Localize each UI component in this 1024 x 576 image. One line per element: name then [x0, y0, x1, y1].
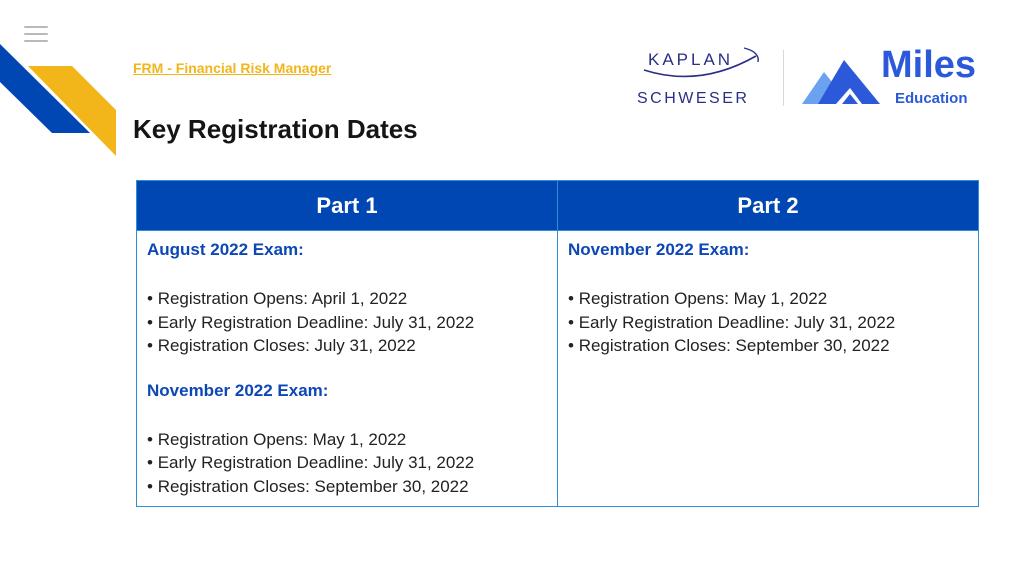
exam-heading: November 2022 Exam:: [568, 240, 750, 259]
list-item: • Registration Opens: April 1, 2022: [147, 287, 547, 311]
page-title: Key Registration Dates: [133, 114, 418, 144]
list-item: • Registration Closes: July 31, 2022: [147, 334, 547, 358]
list-item: • Registration Opens: May 1, 2022: [147, 428, 547, 452]
logo-divider: [783, 50, 784, 106]
mountain-icon: [800, 52, 884, 108]
date-list: [147, 428, 547, 499]
part1-cell: [137, 231, 558, 507]
corner-decoration: [0, 0, 120, 160]
kaplan-schweser-logo: [628, 46, 768, 110]
frm-subtitle-link[interactable]: FRM - Financial Risk Manager: [133, 60, 332, 76]
schweser-wordmark: SCHWESER: [637, 90, 750, 107]
date-list: [147, 287, 547, 358]
registration-dates-table: [136, 180, 979, 507]
exam-heading: November 2022 Exam:: [147, 380, 329, 400]
list-item: • Early Registration Deadline: July 31, 2022: [147, 311, 547, 335]
part2-cell: [558, 231, 979, 507]
list-item: • Early Registration Deadline: July 31, 2022: [147, 451, 547, 475]
list-item: • Early Registration Deadline: July 31, 2022: [568, 311, 968, 335]
miles-education-logo: [800, 46, 986, 110]
miles-wordmark: Miles: [881, 44, 977, 86]
list-item: • Registration Closes: September 30, 2022: [568, 334, 968, 358]
kaplan-wordmark: KAPLAN: [648, 50, 734, 69]
part1-header: Part 1: [137, 181, 558, 231]
date-list: [568, 287, 968, 358]
education-wordmark: Education: [895, 90, 968, 107]
exam-heading: August 2022 Exam:: [147, 240, 304, 259]
list-item: • Registration Closes: September 30, 2022: [147, 475, 547, 499]
table-header-row: [137, 181, 979, 231]
part2-header: Part 2: [558, 181, 979, 231]
list-item: • Registration Opens: May 1, 2022: [568, 287, 968, 311]
table-row: [137, 231, 979, 507]
